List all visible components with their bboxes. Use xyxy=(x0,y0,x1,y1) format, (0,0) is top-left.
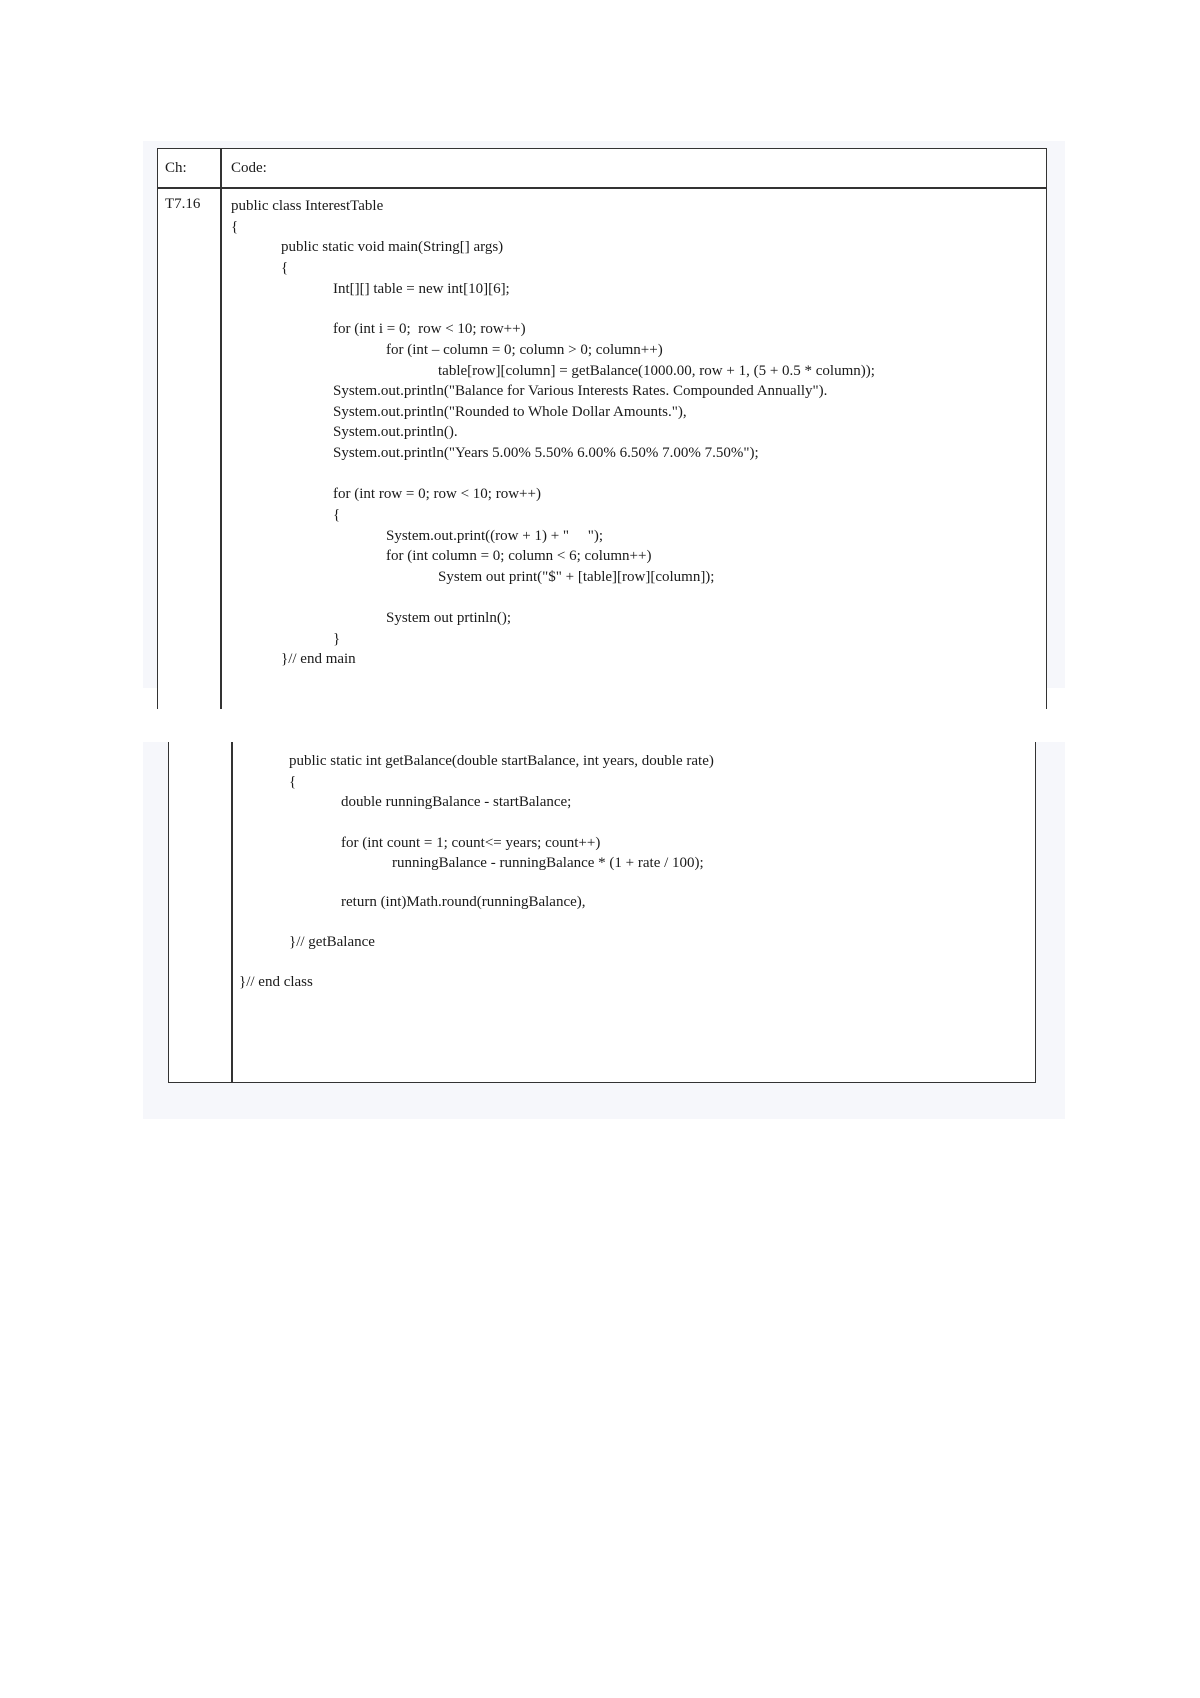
code-line: System.out.println(). xyxy=(333,424,458,440)
code-line: { xyxy=(333,507,341,523)
code-line: table[row][column] = getBalance(1000.00, row + 1, (5 + 0.5 * column)); xyxy=(438,363,875,379)
code-line: System out prtinln(); xyxy=(386,610,511,626)
code-line: public static void main(String[] args) xyxy=(281,239,504,255)
code-line: for (int count = 1; count<= years; count++) xyxy=(341,835,601,851)
code-line: return (int)Math.round(runningBalance), xyxy=(341,894,586,910)
code-line: System.out.println("Balance for Various Interests Rates. Compounded Annually"). xyxy=(333,383,828,399)
code-line: { xyxy=(281,260,289,276)
code-line: { xyxy=(289,774,297,790)
code-line: for (int row = 0; row < 10; row++) xyxy=(333,486,541,502)
header-divider xyxy=(158,187,1046,189)
code-line: System out print("$" + [table][row][column]); xyxy=(438,569,715,585)
code-line: System.out.print((row + 1) + " "); xyxy=(386,528,604,544)
code-line: }// getBalance xyxy=(289,934,375,950)
code-line: Int[][] table = new int[10][6]; xyxy=(333,281,510,297)
code-line: for (int i = 0; row < 10; row++) xyxy=(333,321,526,337)
code-line: }// end main xyxy=(281,651,356,667)
header-code: Code: xyxy=(231,160,267,176)
code-line: System.out.println("Years 5.00% 5.50% 6.00% 6.50% 7.00% 7.50%"); xyxy=(333,445,759,461)
code-line: for (int column = 0; column < 6; column++) xyxy=(386,548,652,564)
code-line: double runningBalance - startBalance; xyxy=(341,794,572,810)
code-table-bottom xyxy=(168,742,1036,1083)
column-divider xyxy=(231,742,233,1082)
code-line: runningBalance - runningBalance * (1 + rate / 100); xyxy=(392,855,704,871)
column-divider xyxy=(220,149,222,709)
code-table-top xyxy=(157,148,1047,709)
code-line: for (int – column = 0; column > 0; column++) xyxy=(386,342,663,358)
code-line: public class InterestTable xyxy=(231,198,384,214)
chapter-number: T7.16 xyxy=(165,196,201,212)
code-line: System.out.println("Rounded to Whole Dollar Amounts."), xyxy=(333,404,687,420)
code-line: } xyxy=(333,631,341,647)
header-ch: Ch: xyxy=(165,160,187,176)
code-line: public static int getBalance(double startBalance, int years, double rate) xyxy=(289,753,714,769)
code-line: }// end class xyxy=(239,974,313,990)
code-line: { xyxy=(231,219,239,235)
